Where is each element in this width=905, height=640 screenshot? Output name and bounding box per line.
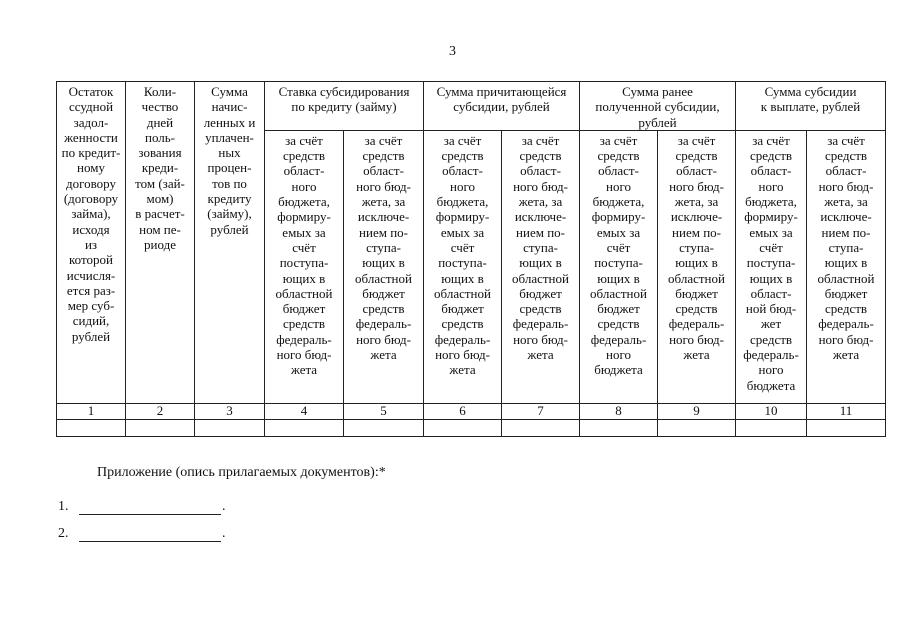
- empty-cell: [265, 419, 344, 436]
- column-number: 5: [344, 403, 424, 419]
- empty-cell: [344, 419, 424, 436]
- subheader-received-regional: за счёт средств област- ного бюд- жета, за исключе- нием по- ступа- ющих в областной бюджет средств федераль- ного бюд- жета: [658, 130, 736, 403]
- subheader-due-regional: за счёт средств област- ного бюд- жета, за исключе- нием по- ступа- ющих в областной бюджет средств федераль- ного бюд- жета: [502, 130, 580, 403]
- column-number: 6: [424, 403, 502, 419]
- header-subsidy-received: Сумма ранее полученной субсидии, рублей: [580, 82, 736, 131]
- column-number: 11: [807, 403, 886, 419]
- subheader-rate-federal: за счёт средств област- ного бюджета, формиру- емых за счёт поступа- ющих в областной бюджет средств федераль- ного бюд- жета: [265, 130, 344, 403]
- page-number: 3: [449, 44, 456, 59]
- empty-cell: [126, 419, 195, 436]
- empty-cell: [658, 419, 736, 436]
- appendix-item-2: [58, 526, 226, 542]
- empty-cell: [736, 419, 807, 436]
- appendix-item-end: .: [222, 526, 226, 541]
- empty-cell: [502, 419, 580, 436]
- empty-data-row: [57, 419, 886, 436]
- subheader-payable-federal: за счёт средств област- ного бюджета, формиру- емых за счёт поступа- ющих в област- ной бюд- жет средств федераль- ного бюджета: [736, 130, 807, 403]
- appendix-item-number: 1.: [58, 499, 69, 514]
- column-number-row: [57, 403, 886, 419]
- appendix-title: Приложение (опись прилагаемых документов):*: [97, 465, 386, 480]
- column-number: 10: [736, 403, 807, 419]
- appendix-blank-line: [79, 528, 221, 542]
- empty-cell: [57, 419, 126, 436]
- header-loan-balance: Остаток ссудной задол- женности по кредит- ному договору (договору займа), исходя из которой исчисля- ется раз- мер суб- сидий, рублей: [57, 82, 126, 404]
- header-days-of-use: Коли- чество дней поль- зования креди- том (зай- мом) в расчет- ном пе- риоде: [126, 82, 195, 404]
- header-subsidy-payable: Сумма субсидии к выплате, рублей: [736, 82, 886, 131]
- header-subsidy-due: Сумма причитающейся субсидии, рублей: [424, 82, 580, 131]
- subheader-payable-regional: за счёт средств област- ного бюд- жета, за исключе- нием по- ступа- ющих в областной бюджет средств федераль- ного бюд- жета: [807, 130, 886, 403]
- header-subsidy-rate: Ставка субсидирования по кредиту (займу): [265, 82, 424, 131]
- appendix-item-1: [58, 499, 226, 515]
- empty-cell: [580, 419, 658, 436]
- empty-cell: [195, 419, 265, 436]
- subheader-due-federal: за счёт средств област- ного бюджета, формиру- емых за счёт поступа- ющих в областной бюджет средств федераль- ного бюд- жета: [424, 130, 502, 403]
- column-number: 4: [265, 403, 344, 419]
- appendix-blank-line: [79, 501, 221, 515]
- column-number: 3: [195, 403, 265, 419]
- subsidy-calculation-table: [56, 81, 886, 437]
- subheader-rate-regional: за счёт средств област- ного бюд- жета, за исключе- нием по- ступа- ющих в областной бюджет средств федераль- ного бюд- жета: [344, 130, 424, 403]
- column-number: 9: [658, 403, 736, 419]
- header-interest-paid: Сумма начис- ленных и уплачен- ных процен- тов по кредиту (займу), рублей: [195, 82, 265, 404]
- column-number: 7: [502, 403, 580, 419]
- column-number: 2: [126, 403, 195, 419]
- empty-cell: [807, 419, 886, 436]
- header-row: [57, 82, 886, 131]
- appendix-item-number: 2.: [58, 526, 69, 541]
- column-number: 8: [580, 403, 658, 419]
- appendix-item-end: .: [222, 499, 226, 514]
- column-number: 1: [57, 403, 126, 419]
- subheader-received-federal: за счёт средств област- ного бюджета, формиру- емых за счёт поступа- ющих в областной бюджет средств федераль- ного бюджета: [580, 130, 658, 403]
- empty-cell: [424, 419, 502, 436]
